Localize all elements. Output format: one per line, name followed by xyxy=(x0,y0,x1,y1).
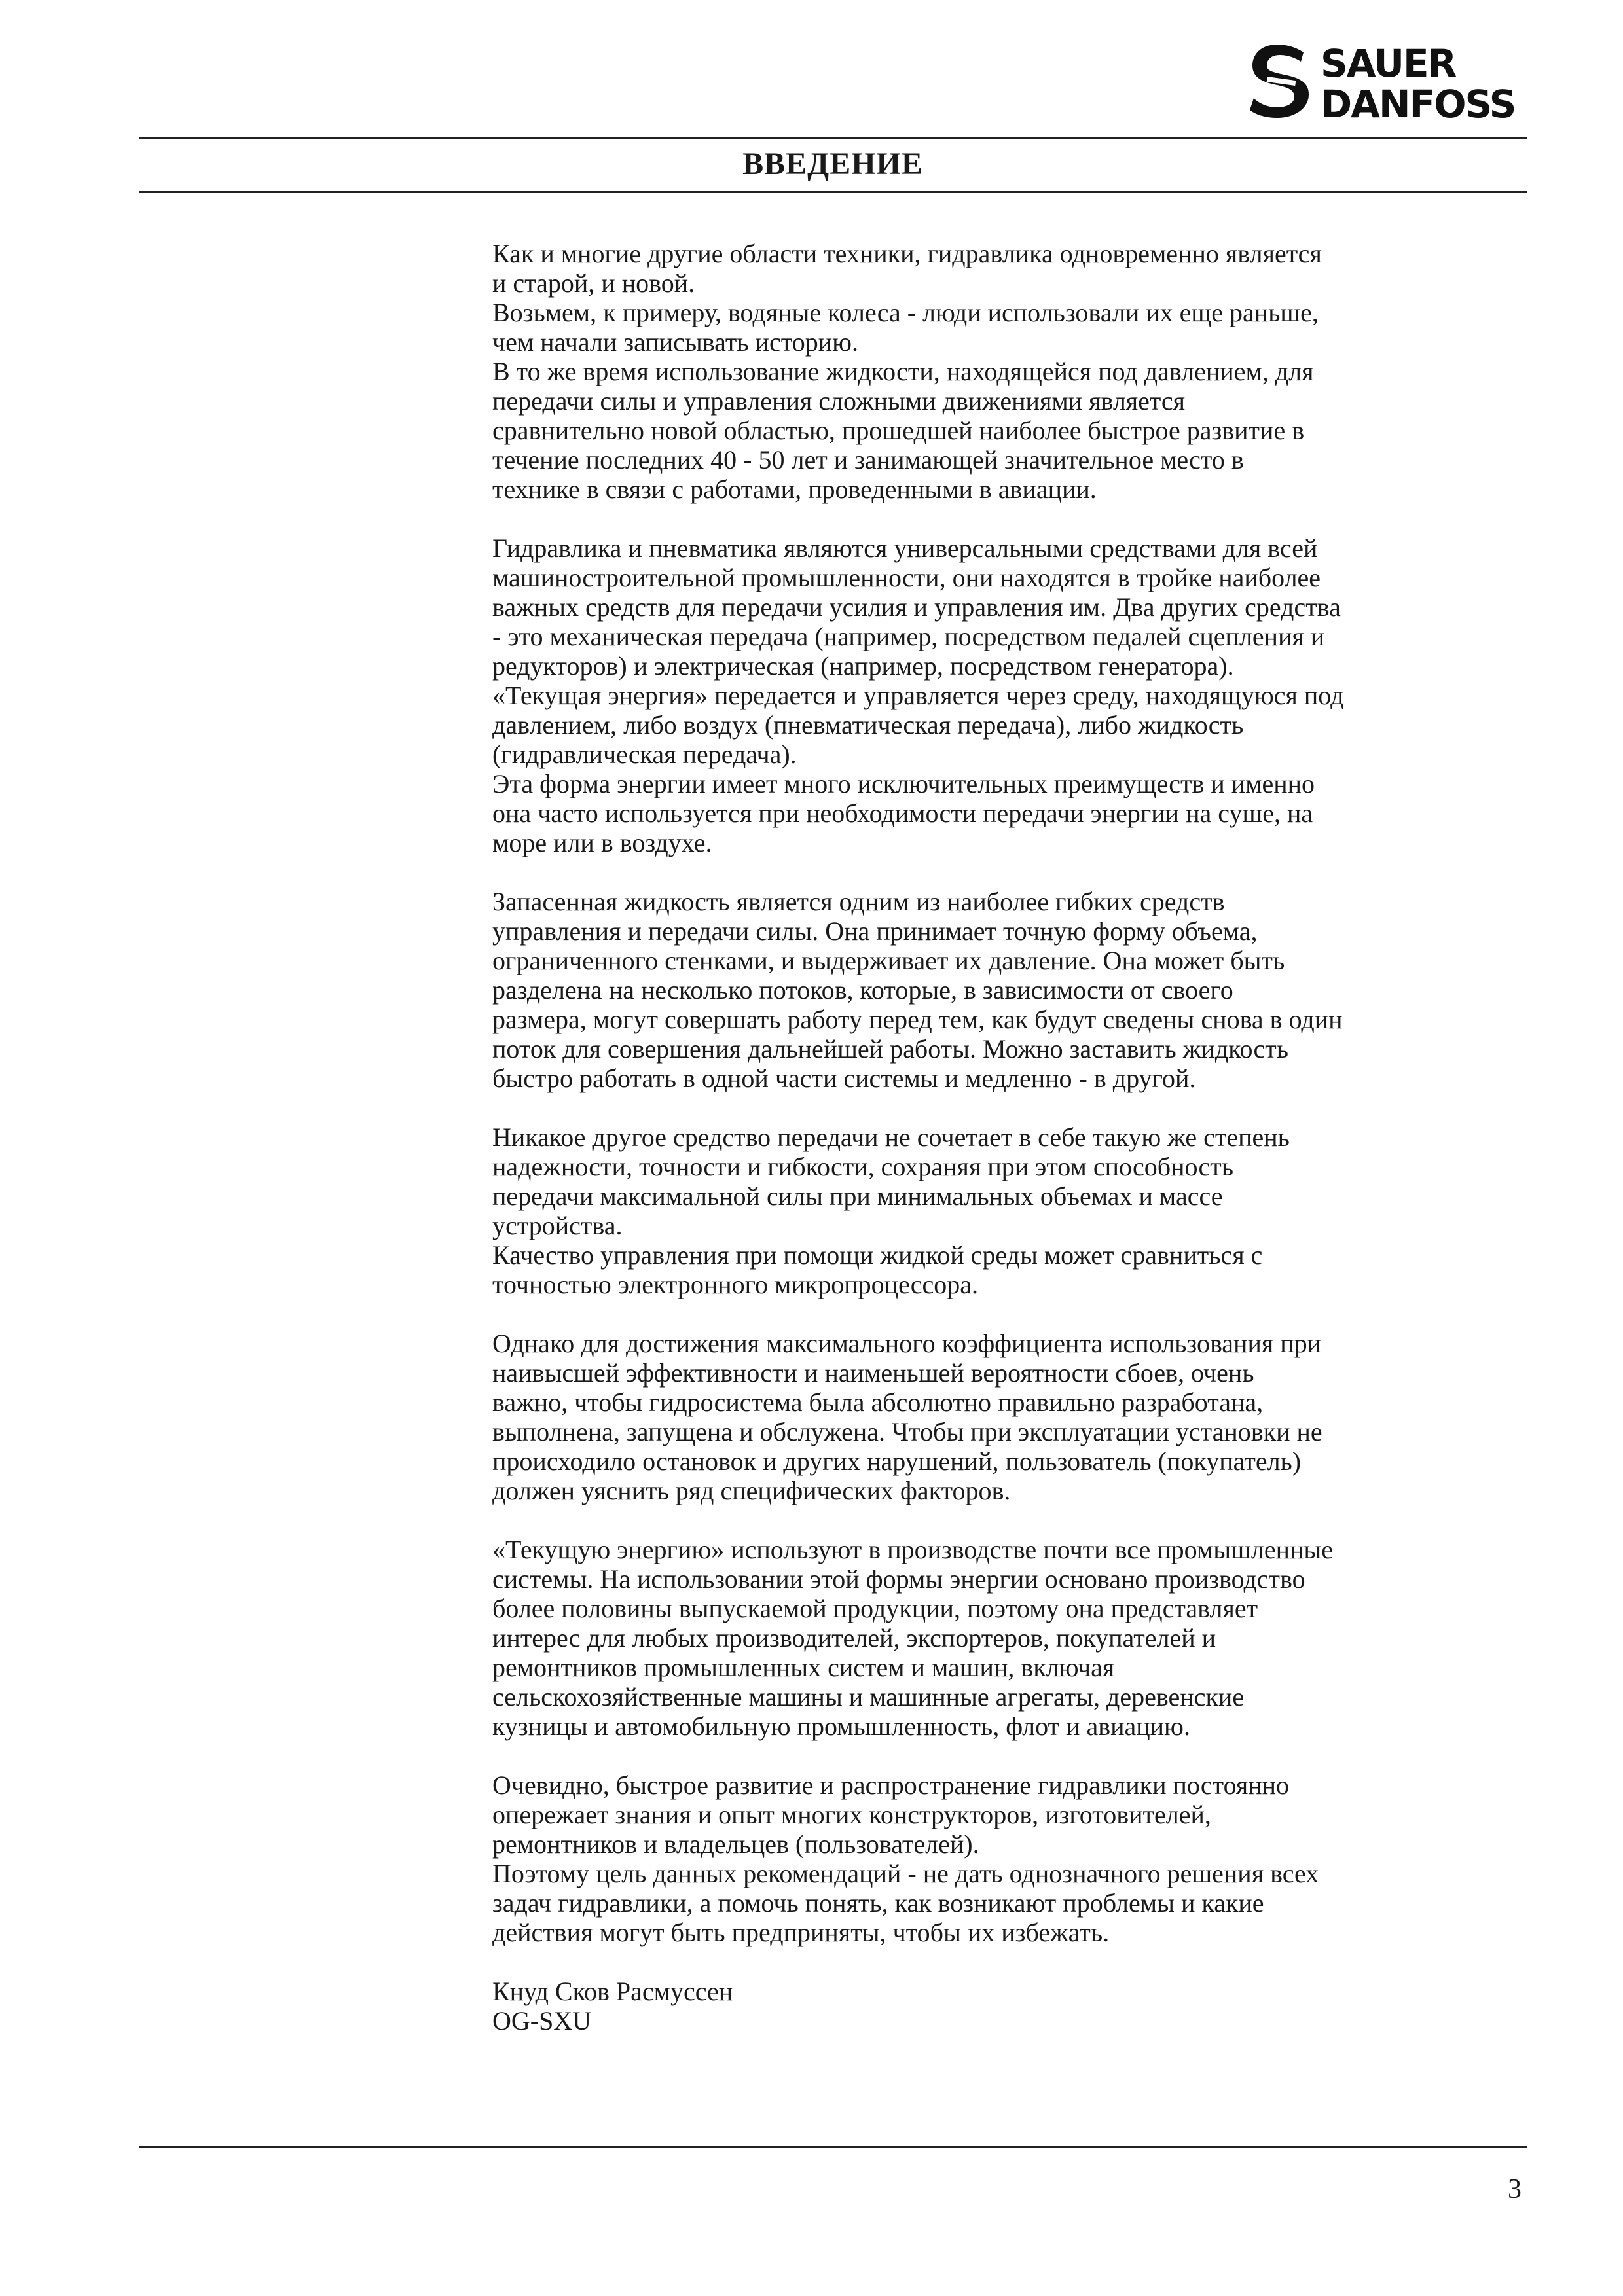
paragraph xyxy=(492,1770,1533,1947)
text-line: Гидравлика и пневматика являются универсальными средствами для всей xyxy=(492,533,1318,563)
paragraph xyxy=(492,1535,1533,1741)
text-line: ремонтников и владельцев (пользователей). xyxy=(492,1829,979,1859)
text-line: В то же время использование жидкости, находящейся под давлением, для xyxy=(492,357,1314,386)
text-line: Возьмем, к примеру, водяные колеса - люди использовали их еще раньше, xyxy=(492,298,1319,327)
sauer-danfoss-s-mark-icon xyxy=(1247,41,1313,119)
logo-line-sauer: SAUER xyxy=(1321,41,1456,86)
text-line: системы. На использовании этой формы энергии основано производство xyxy=(492,1564,1305,1594)
text-line: течение последних 40 - 50 лет и занимающей значительное место в xyxy=(492,445,1244,475)
paragraph xyxy=(492,1122,1533,1299)
text-line: передачи силы и управления сложными движениями является xyxy=(492,386,1186,416)
text-line: важно, чтобы гидросистема была абсолютно правильно разработана, xyxy=(492,1388,1264,1417)
text-line: и старой, и новой. xyxy=(492,268,695,298)
text-line: разделена на несколько потоков, которые, в зависимости от своего xyxy=(492,975,1233,1005)
text-line: быстро работать в одной части системы и медленно - в другой. xyxy=(492,1064,1196,1093)
text-line: ремонтников промышленных систем и машин, включая xyxy=(492,1653,1115,1682)
header-bottom-rule xyxy=(139,191,1527,193)
text-line: более половины выпускаемой продукции, поэтому она представляет xyxy=(492,1594,1258,1623)
text-line: - это механическая передача (например, посредством педалей сцепления и xyxy=(492,622,1325,651)
text-line: сравнительно новой областью, прошедшей наиболее быстрое развитие в xyxy=(492,416,1305,445)
text-line: передачи максимальной силы при минимальных объемах и массе xyxy=(492,1181,1223,1211)
text-line: ограниченного стенками, и выдерживает их давление. Она может быть xyxy=(492,946,1285,975)
signature-code: OG-SXU xyxy=(492,2006,592,2036)
text-line: Поэтому цель данных рекомендаций - не дать однозначного решения всех xyxy=(492,1859,1319,1888)
page-number: 3 xyxy=(1508,2174,1522,2204)
text-line: она часто используется при необходимости передачи энергии на суше, на xyxy=(492,798,1313,828)
text-line: интерес для любых производителей, экспортеров, покупателей и xyxy=(492,1623,1216,1653)
text-line: размера, могут совершать работу перед тем, как будут сведены снова в один xyxy=(492,1005,1343,1034)
text-line: Очевидно, быстрое развитие и распространение гидравлики постоянно xyxy=(492,1770,1290,1800)
text-line: управления и передачи силы. Она принимает точную форму объема, xyxy=(492,916,1258,946)
signature-name: Кнуд Сков Расмуссен xyxy=(492,1977,733,2006)
paragraph xyxy=(492,239,1533,504)
text-line: Запасенная жидкость является одним из наиболее гибких средств xyxy=(492,887,1225,916)
text-line: технике в связи с работами, проведенными в авиации. xyxy=(492,475,1097,504)
paragraph xyxy=(492,887,1533,1093)
text-line: кузницы и автомобильную промышленность, флот и авиацию. xyxy=(492,1712,1190,1741)
text-line: редукторов) и электрическая (например, посредством генератора). xyxy=(492,651,1234,681)
text-line: Как и многие другие области техники, гидравлика одновременно является xyxy=(492,239,1322,268)
text-line: устройства. xyxy=(492,1211,623,1240)
header-top-rule xyxy=(139,137,1527,139)
text-line: «Текущая энергия» передается и управляется через среду, находящуюся под xyxy=(492,681,1344,710)
text-line: Однако для достижения максимального коэффициента использования при xyxy=(492,1329,1322,1358)
signature xyxy=(492,1977,1533,2036)
footer-rule xyxy=(139,2146,1527,2148)
text-line: действия могут быть предприняты, чтобы их избежать. xyxy=(492,1918,1110,1947)
text-line: сельскохозяйственные машины и машинные агрегаты, деревенские xyxy=(492,1682,1245,1712)
logo-line-danfoss: DANFOSS xyxy=(1321,82,1516,126)
text-line: Качество управления при помощи жидкой среды может сравниться с xyxy=(492,1240,1263,1270)
sauer-danfoss-logo xyxy=(1247,41,1535,132)
body-text xyxy=(492,239,1533,2036)
paragraph xyxy=(492,533,1533,857)
text-line: чем начали записывать историю. xyxy=(492,327,859,357)
text-line: опережает знания и опыт многих конструкторов, изготовителей, xyxy=(492,1800,1211,1829)
paragraph xyxy=(492,1329,1533,1505)
text-line: надежности, точности и гибкости, сохраняя при этом способность xyxy=(492,1152,1233,1181)
text-line: точностью электронного микропроцессора. xyxy=(492,1270,979,1299)
logo-wordmark xyxy=(1321,43,1515,124)
text-line: «Текущую энергию» используют в производстве почти все промышленные xyxy=(492,1535,1334,1564)
text-line: машиностроительной промышленности, они находятся в тройке наиболее xyxy=(492,563,1321,592)
text-line: должен уяснить ряд специфических факторов. xyxy=(492,1476,1011,1505)
text-line: море или в воздухе. xyxy=(492,828,712,857)
text-line: происходило остановок и других нарушений, пользователь (покупатель) xyxy=(492,1446,1302,1476)
text-line: Эта форма энергии имеет много исключительных преимуществ и именно xyxy=(492,769,1315,798)
text-line: поток для совершения дальнейшей работы. Можно заставить жидкость xyxy=(492,1034,1288,1064)
text-line: наивысшей эффективности и наименьшей вероятности сбоев, очень xyxy=(492,1358,1254,1388)
text-line: выполнена, запущена и обслужена. Чтобы при эксплуатации установки не xyxy=(492,1417,1322,1446)
text-line: Никакое другое средство передачи не сочетает в себе такую же степень xyxy=(492,1122,1290,1152)
page-title: ВВЕДЕНИЕ xyxy=(742,147,923,181)
text-line: (гидравлическая передача). xyxy=(492,740,797,769)
text-line: важных средств для передачи усилия и управления им. Два других средства xyxy=(492,592,1341,622)
text-line: давлением, либо воздух (пневматическая передача), либо жидкость xyxy=(492,710,1244,740)
text-line: задач гидравлики, а помочь понять, как возникают проблемы и какие xyxy=(492,1888,1264,1918)
